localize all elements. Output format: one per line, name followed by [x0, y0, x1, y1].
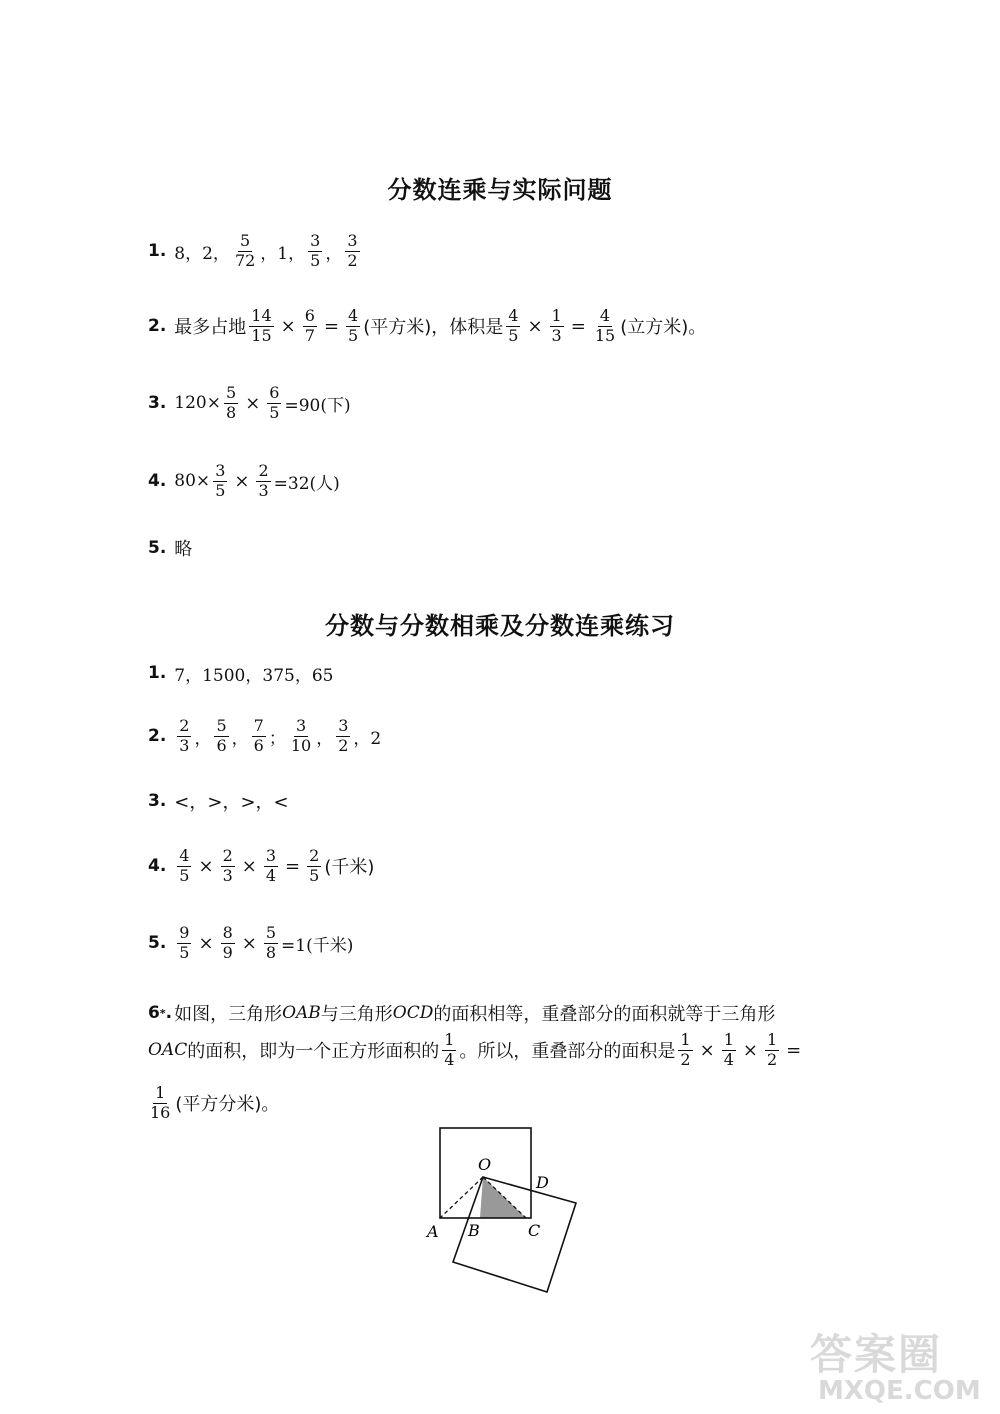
- label-O: O: [478, 1155, 492, 1174]
- s1-q1-frac3: $\frac{3}{2}$: [347, 231, 358, 270]
- s1-q2: [148, 301, 706, 351]
- s2-q1-num: 1.: [148, 663, 167, 683]
- s2-q4-num: 4.: [148, 856, 167, 876]
- s1-q2-frac5: $\frac{1}{3}$: [551, 306, 562, 345]
- s1-q2-text2: (平方米)，体积是: [363, 317, 504, 338]
- s2-q6-star: *: [159, 1006, 166, 1020]
- s1-q1-text-b: ，1，: [260, 243, 306, 264]
- s1-q2-times2: ×: [527, 315, 543, 337]
- s2-q2-sep5: ，2: [353, 728, 382, 749]
- s2-q2: [148, 711, 381, 761]
- s2-q3: [148, 786, 289, 816]
- s2-q6-frac-quarter2: $\frac{1}{4}$: [723, 1030, 734, 1069]
- s1-q4-frac1: $\frac{3}{5}$: [215, 461, 226, 500]
- squares-figure: [420, 1120, 590, 1300]
- watermark-url: MXQE.COM: [818, 1376, 981, 1406]
- s2-q2-sep4: ，: [316, 728, 334, 749]
- s2-q4-frac1: $\frac{4}{5}$: [179, 846, 190, 885]
- s1-q4-text-a: 80×: [174, 471, 211, 491]
- s2-q5-frac3: $\frac{5}{8}$: [265, 923, 277, 962]
- label-C: C: [528, 1221, 541, 1240]
- s2-q6-times1: ×: [699, 1039, 715, 1061]
- s2-q4-frac4: $\frac{2}{5}$: [309, 846, 320, 885]
- s2-q6-text3: (平方分米)。: [175, 1094, 280, 1115]
- s1-q4-frac2: $\frac{2}{3}$: [258, 461, 269, 500]
- s1-q3-result: =90(下): [284, 395, 351, 416]
- s2-q2-frac5: $\frac{3}{2}$: [338, 716, 349, 755]
- label-D: D: [536, 1173, 549, 1192]
- s1-q2-frac2: $\frac{6}{7}$: [304, 306, 315, 345]
- s1-q1: [148, 226, 363, 276]
- section2-title: 分数与分数相乘及分数连乘练习: [325, 612, 675, 640]
- s1-q2-text1: 最多占地: [174, 317, 247, 338]
- s2-q6-line2: [148, 1025, 805, 1075]
- s2-q4: [148, 841, 374, 891]
- s1-q2-frac1: $\frac{14}{15}$: [251, 306, 272, 345]
- s2-q6-line3: [148, 1078, 279, 1128]
- s2-q6-num: 6: [148, 1003, 160, 1023]
- s2-q5-num: 5.: [148, 933, 167, 953]
- s2-q6-oab: OAB: [282, 1003, 321, 1023]
- s1-q3-text-a: 120×: [174, 393, 221, 413]
- s2-q6-text1c: 的面积相等，重叠部分的面积就等于三角形: [433, 1004, 776, 1025]
- s2-q4-times1: ×: [198, 855, 214, 877]
- s2-q5-frac2: $\frac{8}{9}$: [222, 923, 233, 962]
- s2-q5-result: =1(千米): [281, 935, 354, 956]
- s2-q6-frac-result: $\frac{1}{16}$: [150, 1083, 171, 1122]
- s1-q2-frac6: $\frac{4}{15}$: [594, 306, 616, 345]
- s1-q3-frac2: $\frac{6}{5}$: [269, 383, 280, 422]
- s2-q6-oac: OAC: [148, 1040, 188, 1060]
- s2-q2-frac3: $\frac{7}{6}$: [253, 716, 264, 755]
- s2-q2-sep1: ，: [194, 728, 212, 749]
- s2-q6-ocd: OCD: [392, 1003, 434, 1023]
- s2-q3-num: 3.: [148, 791, 167, 811]
- s1-q3-frac1: $\frac{5}{8}$: [226, 383, 237, 422]
- s2-q2-sep3: ；: [268, 728, 286, 749]
- s1-q1-text-c: ，: [325, 243, 343, 264]
- s1-q2-text3: (立方米)。: [620, 317, 707, 338]
- s2-q6-frac-half1: $\frac{1}{2}$: [680, 1030, 691, 1069]
- s2-q2-num: 2.: [148, 726, 167, 746]
- s2-q2-frac1: $\frac{2}{3}$: [179, 716, 190, 755]
- watermark-logo: 答案圈: [810, 1330, 943, 1379]
- s2-q6-eq: =: [786, 1039, 802, 1061]
- s2-q5: [148, 918, 353, 968]
- s2-q6-text1b: 与三角形: [320, 1004, 393, 1025]
- section1-title: 分数连乘与实际问题: [387, 176, 613, 204]
- s2-q1-text: 7，1500，375，65: [174, 665, 334, 686]
- s2-q6-times2: ×: [742, 1039, 758, 1061]
- s1-q2-frac3: $\frac{4}{5}$: [348, 306, 359, 345]
- s1-q2-eq1: =: [323, 315, 340, 337]
- s2-q6-frac-half2: $\frac{1}{2}$: [766, 1030, 778, 1069]
- s1-q1-frac1: $\frac{5}{72}$: [234, 231, 256, 270]
- s1-q1-text-a: 8，2，: [174, 243, 230, 264]
- s2-q6-text2a: 的面积，即为一个正方形面积的: [187, 1041, 440, 1062]
- s2-q2-frac2: $\frac{5}{6}$: [216, 716, 227, 755]
- s1-q5-text: 略: [174, 539, 193, 560]
- s1-q4-times: ×: [234, 470, 250, 492]
- s2-q2-sep2: ，: [231, 728, 249, 749]
- s1-q2-eq2: =: [570, 315, 586, 337]
- s1-q5: [148, 533, 192, 563]
- s1-q3-times: ×: [245, 392, 261, 414]
- s1-q4-num: 4.: [148, 471, 167, 491]
- s1-q4: [148, 456, 340, 506]
- s2-q5-times2: ×: [241, 932, 257, 954]
- label-A: A: [427, 1222, 439, 1241]
- s2-q5-frac1: $\frac{9}{5}$: [179, 923, 190, 962]
- s2-q1: [148, 658, 333, 688]
- s1-q3-num: 3.: [148, 393, 167, 413]
- s1-q2-times1: ×: [280, 315, 296, 337]
- s2-q6-dot: .: [165, 1003, 173, 1023]
- s2-q2-frac4: $\frac{3}{10}$: [290, 716, 312, 755]
- s2-q3-text: <，>，>，<: [174, 792, 289, 813]
- s2-q4-times2: ×: [241, 855, 257, 877]
- s1-q2-frac4: $\frac{4}{5}$: [508, 306, 519, 345]
- s2-q6-text2b: 。所以，重叠部分的面积是: [459, 1041, 676, 1062]
- label-B: B: [468, 1221, 480, 1240]
- s1-q4-result: =32(人): [273, 473, 340, 494]
- s1-q1-frac2: $\frac{3}{5}$: [310, 231, 321, 270]
- s2-q5-times1: ×: [198, 932, 214, 954]
- s2-q4-eq: =: [285, 855, 301, 877]
- s1-q1-num: 1.: [148, 241, 167, 261]
- s1-q5-num: 5.: [148, 538, 167, 558]
- s2-q4-frac3: $\frac{3}{4}$: [265, 846, 277, 885]
- s2-q6-frac-quarter: $\frac{1}{4}$: [444, 1030, 455, 1069]
- s1-q2-num: 2.: [148, 316, 167, 336]
- s2-q4-unit: (千米): [324, 857, 375, 878]
- s1-q3: [148, 378, 351, 428]
- s2-q6-line1: [148, 998, 775, 1028]
- s2-q6-text1a: 如图，三角形: [174, 1004, 283, 1025]
- s2-q4-frac2: $\frac{2}{3}$: [222, 846, 233, 885]
